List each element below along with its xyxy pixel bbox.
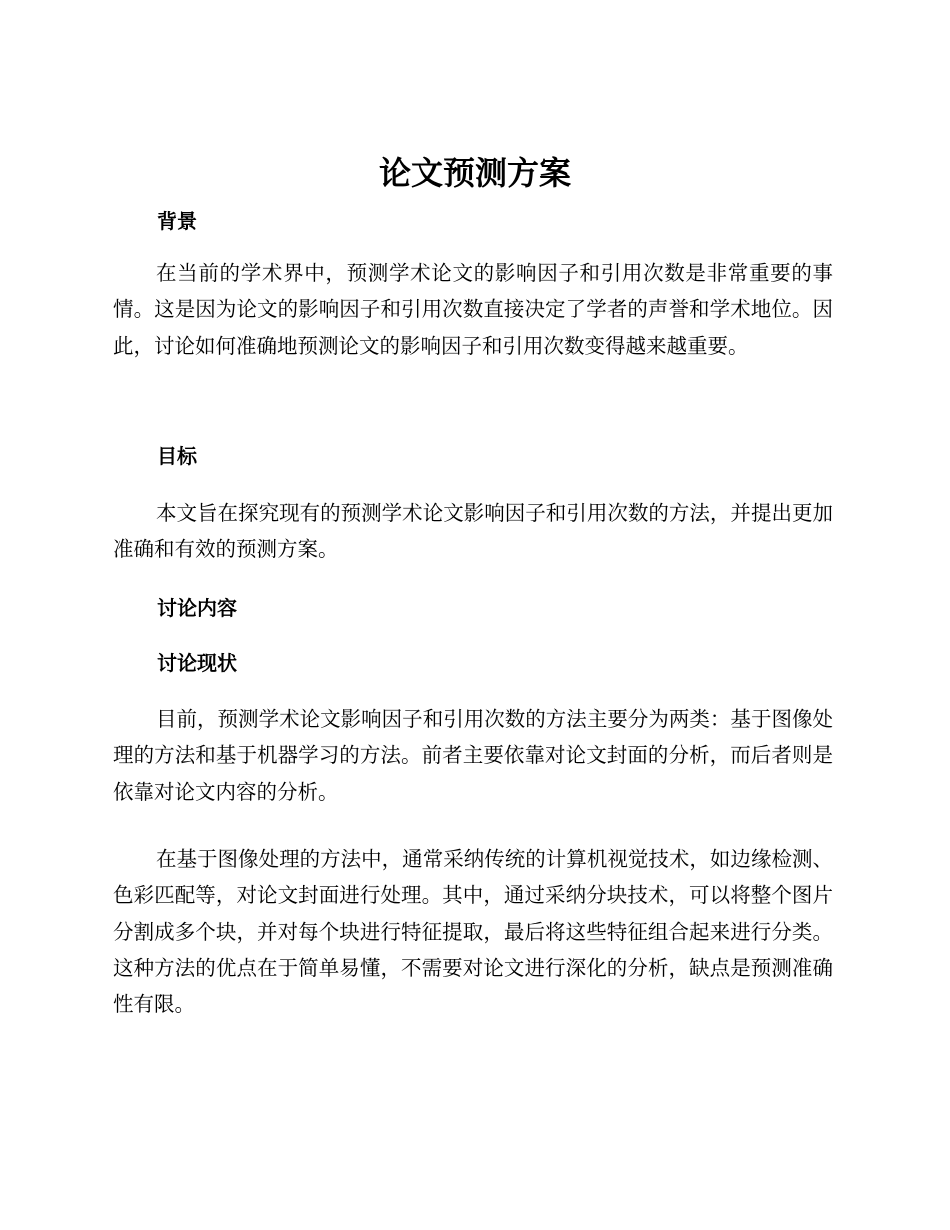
section-heading-discussion-status: 讨论现状 — [157, 651, 237, 675]
section-heading-discussion-content: 讨论内容 — [157, 596, 237, 620]
status-paragraph-2: 在基于图像处理的方法中，通常采纳传统的计算机视觉技术，如边缘检测、色彩匹配等，对论文封面进行处理。其中，通过采纳分块技术，可以将整个图片分割成多个块，并对每个块进行特征提取，最后将这些特征组合起来进行分类。这种方法的优点在于简单易懂，不需要对论文进行深化的分析，缺点是预测准确性有限。 — [113, 847, 833, 1017]
section-heading-background: 背景 — [157, 209, 197, 233]
status-paragraph-1: 目前，预测学术论文影响因子和引用次数的方法主要分为两类：基于图像处理的方法和基于机器学习的方法。前者主要依靠对论文封面的分析，而后者则是依靠对论文内容的分析。 — [113, 707, 833, 804]
section-heading-goal: 目标 — [157, 444, 197, 468]
document-title: 论文预测方案 — [378, 154, 571, 192]
background-paragraph: 在当前的学术界中，预测学术论文的影响因子和引用次数是非常重要的事情。这是因为论文的影响因子和引用次数直接决定了学者的声誉和学术地位。因此，讨论如何准确地预测论文的影响因子和引用次数变得越来越重要。 — [113, 261, 833, 358]
goal-paragraph: 本文旨在探究现有的预测学术论文影响因子和引用次数的方法，并提出更加准确和有效的预测方案。 — [113, 501, 833, 562]
